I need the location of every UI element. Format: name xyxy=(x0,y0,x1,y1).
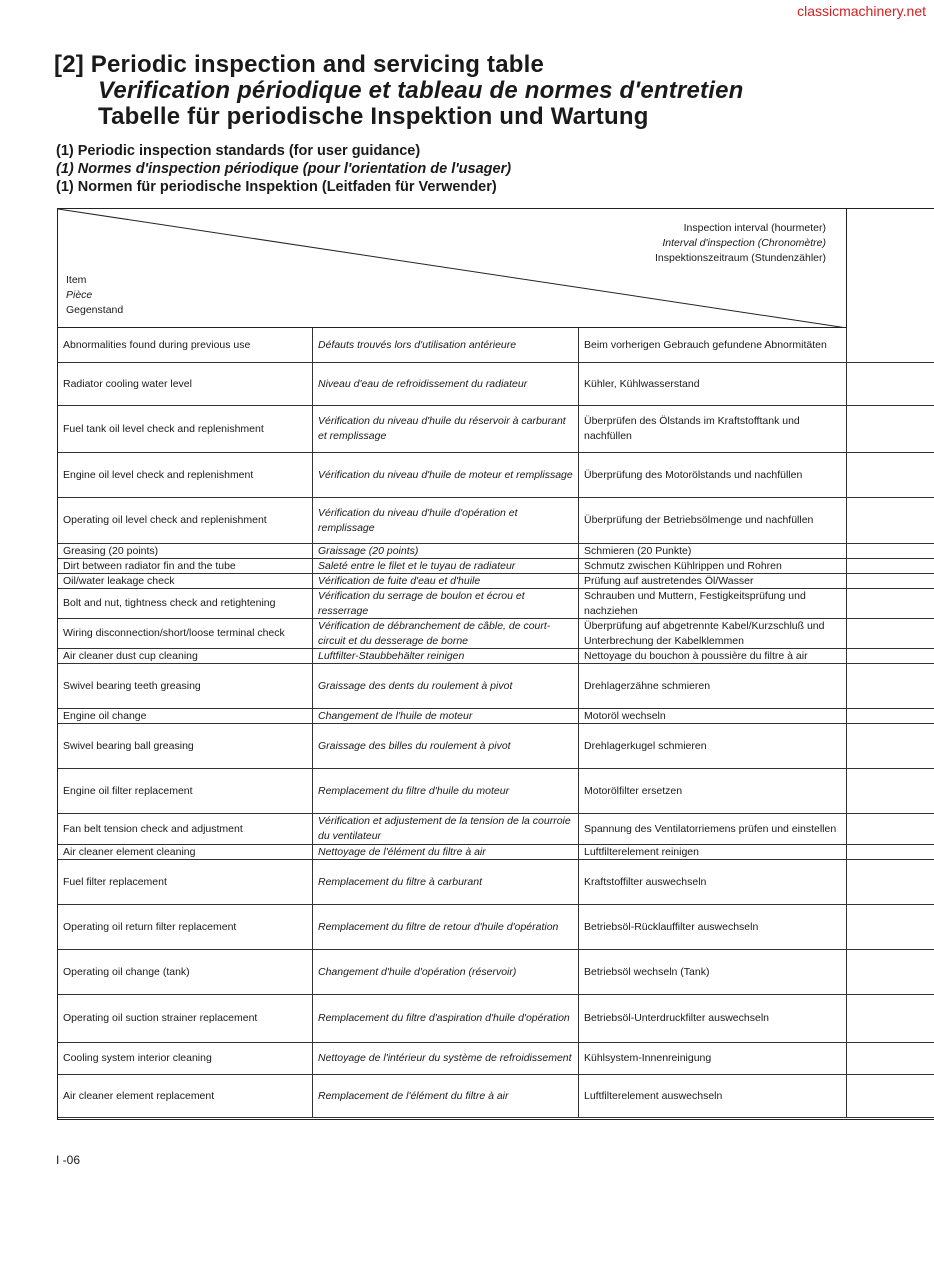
item-french: Graissage des dents du roulement à pivot xyxy=(313,664,579,708)
item-german: Betriebsöl wechseln (Tank) xyxy=(579,950,847,994)
interval-de: Inspektionszeitraum (Stundenzähler) xyxy=(654,252,826,264)
item-english: Operating oil change (tank) xyxy=(58,950,313,994)
interval-cell xyxy=(847,814,934,844)
item-english: Wiring disconnection/short/loose terminal check xyxy=(58,619,313,648)
item-german: Luftfilterelement auswechseln xyxy=(579,1075,847,1117)
item-en: Item xyxy=(66,274,87,286)
item-english: Air cleaner element cleaning xyxy=(58,845,313,859)
title-en: [2] Periodic inspection and servicing table xyxy=(54,51,545,78)
item-french: Nettoyage de l'élément du filtre à air xyxy=(313,845,579,859)
item-french: Graissage des billes du roulement à pivot xyxy=(313,724,579,768)
item-french: Vérification et adjustement de la tension de la courroie du ventilateur xyxy=(313,814,579,844)
item-german: Motorölfilter ersetzen xyxy=(579,769,847,813)
item-french: Nettoyage de l'intérieur du système de refroidissement xyxy=(313,1043,579,1074)
table-header-cell xyxy=(58,209,847,328)
interval-cell xyxy=(847,406,934,452)
item-french: Remplacement du filtre d'huile du moteur xyxy=(313,769,579,813)
interval-cell xyxy=(847,845,934,859)
inspection-table xyxy=(57,208,934,1120)
item-english: Engine oil filter replacement xyxy=(58,769,313,813)
item-english: Operating oil return filter replacement xyxy=(58,905,313,949)
item-french: Vérification de fuite d'eau et d'huile xyxy=(313,574,579,588)
item-french: Changement d'huile d'opération (réservoir) xyxy=(313,950,579,994)
item-english: Fuel tank oil level check and replenishment xyxy=(58,406,313,452)
item-german: Schmutz zwischen Kühlrippen und Rohren xyxy=(579,559,847,573)
item-english: Radiator cooling water level xyxy=(58,363,313,405)
item-english: Swivel bearing ball greasing xyxy=(58,724,313,768)
item-english: Abnormalities found during previous use xyxy=(58,328,313,362)
item-german: Prüfung auf austretendes Öl/Wasser xyxy=(579,574,847,588)
item-german: Luftfilterelement reinigen xyxy=(579,845,847,859)
table-row xyxy=(58,559,934,574)
interval-cell xyxy=(847,664,934,708)
watermark-text: classicmachinery.net xyxy=(797,3,926,19)
item-english: Greasing (20 points) xyxy=(58,544,313,558)
interval-cell xyxy=(847,574,934,588)
interval-cell xyxy=(847,995,934,1042)
item-english: Fan belt tension check and adjustment xyxy=(58,814,313,844)
item-french: Remplacement du filtre de retour d'huile d'opération xyxy=(313,905,579,949)
table-row xyxy=(58,453,934,498)
item-french: Luftfilter-Staubbehälter reinigen xyxy=(313,649,579,663)
item-french: Vérification du niveau d'huile d'opération et remplissage xyxy=(313,498,579,543)
interval-cell xyxy=(847,328,934,362)
table-row xyxy=(58,1075,934,1118)
interval-cell xyxy=(847,589,934,618)
item-german: Drehlagerkugel schmieren xyxy=(579,724,847,768)
interval-labels xyxy=(655,221,826,266)
interval-cell xyxy=(847,453,934,497)
item-english: Air cleaner dust cup cleaning xyxy=(58,649,313,663)
item-english: Cooling system interior cleaning xyxy=(58,1043,313,1074)
title-block xyxy=(54,52,743,130)
item-french: Défauts trouvés lors d'utilisation antérieure xyxy=(313,328,579,362)
subtitle-en: (1) Periodic inspection standards (for user guidance) xyxy=(56,143,421,159)
table-row xyxy=(58,950,934,995)
item-french: Vérification de débranchement de câble, de court-circuit et du desserage de borne xyxy=(313,619,579,648)
item-english: Swivel bearing teeth greasing xyxy=(58,664,313,708)
item-german: Überprüfung auf abgetrennte Kabel/Kurzschluß und Unterbrechung der Kabelklemmen xyxy=(579,619,847,648)
table-row xyxy=(58,649,934,664)
interval-fr: Interval d'inspection (Chronomètre) xyxy=(662,237,826,249)
item-german: Kraftstoffilter auswechseln xyxy=(579,860,847,904)
item-french: Remplacement de l'élément du filtre à air xyxy=(313,1075,579,1117)
interval-cell xyxy=(847,619,934,648)
table-row xyxy=(58,328,934,363)
item-german: Beim vorherigen Gebrauch gefundene Abnormitäten xyxy=(579,328,847,362)
title-de: Tabelle für periodische Inspektion und Wartung xyxy=(98,103,649,130)
interval-cell xyxy=(847,724,934,768)
interval-cell xyxy=(847,905,934,949)
interval-cell xyxy=(847,860,934,904)
table-row xyxy=(58,363,934,406)
table-row xyxy=(58,406,934,453)
item-french: Changement de l'huile de moteur xyxy=(313,709,579,723)
item-german: Schmieren (20 Punkte) xyxy=(579,544,847,558)
table-row xyxy=(58,860,934,905)
interval-cell xyxy=(847,544,934,558)
item-french: Remplacement du filtre d'aspiration d'huile d'opération xyxy=(313,995,579,1042)
item-english: Air cleaner element replacement xyxy=(58,1075,313,1117)
item-english: Operating oil suction strainer replacement xyxy=(58,995,313,1042)
table-row xyxy=(58,709,934,724)
item-german: Überprüfen des Ölstands im Kraftstofftank und nachfüllen xyxy=(579,406,847,452)
item-english: Operating oil level check and replenishment xyxy=(58,498,313,543)
interval-cell xyxy=(847,1075,934,1117)
interval-cell xyxy=(847,709,934,723)
table-row xyxy=(58,619,934,649)
table-row xyxy=(58,845,934,860)
table-row xyxy=(58,544,934,559)
interval-en: Inspection interval (hourmeter) xyxy=(683,222,826,234)
table-row xyxy=(58,664,934,709)
interval-cell xyxy=(847,769,934,813)
interval-cell xyxy=(847,1043,934,1074)
item-english: Dirt between radiator fin and the tube xyxy=(58,559,313,573)
interval-cell xyxy=(847,498,934,543)
item-english: Engine oil level check and replenishment xyxy=(58,453,313,497)
subtitle-fr: (1) Normes d'inspection périodique (pour l'orientation de l'usager) xyxy=(56,161,512,177)
table-row xyxy=(58,498,934,544)
title-fr: Verification périodique et tableau de normes d'entretien xyxy=(98,77,744,104)
item-labels xyxy=(66,273,123,318)
item-german: Betriebsöl-Rücklauffilter auswechseln xyxy=(579,905,847,949)
item-fr: Pièce xyxy=(66,289,93,301)
interval-cell xyxy=(847,649,934,663)
item-german: Überprüfung des Motorölstands und nachfüllen xyxy=(579,453,847,497)
item-german: Drehlagerzähne schmieren xyxy=(579,664,847,708)
interval-cell xyxy=(847,559,934,573)
table-body xyxy=(58,328,934,1118)
item-german: Betriebsöl-Unterdruckfilter auswechseln xyxy=(579,995,847,1042)
item-de: Gegenstand xyxy=(66,304,124,316)
table-row xyxy=(58,589,934,619)
subtitle-de: (1) Normen für periodische Inspektion (Leitfaden für Verwender) xyxy=(56,179,497,195)
table-row xyxy=(58,574,934,589)
item-german: Schrauben und Muttern, Festigkeitsprüfung und nachziehen xyxy=(579,589,847,618)
table-row xyxy=(58,995,934,1043)
item-english: Oil/water leakage check xyxy=(58,574,313,588)
item-german: Motoröl wechseln xyxy=(579,709,847,723)
interval-cell xyxy=(847,950,934,994)
table-row xyxy=(58,814,934,845)
table-row xyxy=(58,769,934,814)
subtitle-block xyxy=(56,142,511,196)
item-french: Remplacement du filtre à carburant xyxy=(313,860,579,904)
item-german: Spannung des Ventilatorriemens prüfen und einstellen xyxy=(579,814,847,844)
item-french: Vérification du serrage de boulon et écrou et resserrage xyxy=(313,589,579,618)
item-french: Saleté entre le filet et le tuyau de radiateur xyxy=(313,559,579,573)
item-german: Überprüfung der Betriebsölmenge und nachfüllen xyxy=(579,498,847,543)
page-number: I -06 xyxy=(56,1153,81,1167)
table-row xyxy=(58,724,934,769)
item-french: Graissage (20 points) xyxy=(313,544,579,558)
item-french: Vérification du niveau d'huile de moteur et remplissage xyxy=(313,453,579,497)
item-german: Kühler, Kühlwasserstand xyxy=(579,363,847,405)
item-english: Fuel filter replacement xyxy=(58,860,313,904)
item-english: Bolt and nut, tightness check and retightening xyxy=(58,589,313,618)
item-german: Kühlsystem-Innenreinigung xyxy=(579,1043,847,1074)
item-french: Niveau d'eau de refroidissement du radiateur xyxy=(313,363,579,405)
table-row xyxy=(58,905,934,950)
item-german: Nettoyage du bouchon à poussière du filtre à air xyxy=(579,649,847,663)
table-row xyxy=(58,1043,934,1075)
item-french: Vérification du niveau d'huile du réservoir à carburant et remplissage xyxy=(313,406,579,452)
interval-cell xyxy=(847,363,934,405)
item-english: Engine oil change xyxy=(58,709,313,723)
